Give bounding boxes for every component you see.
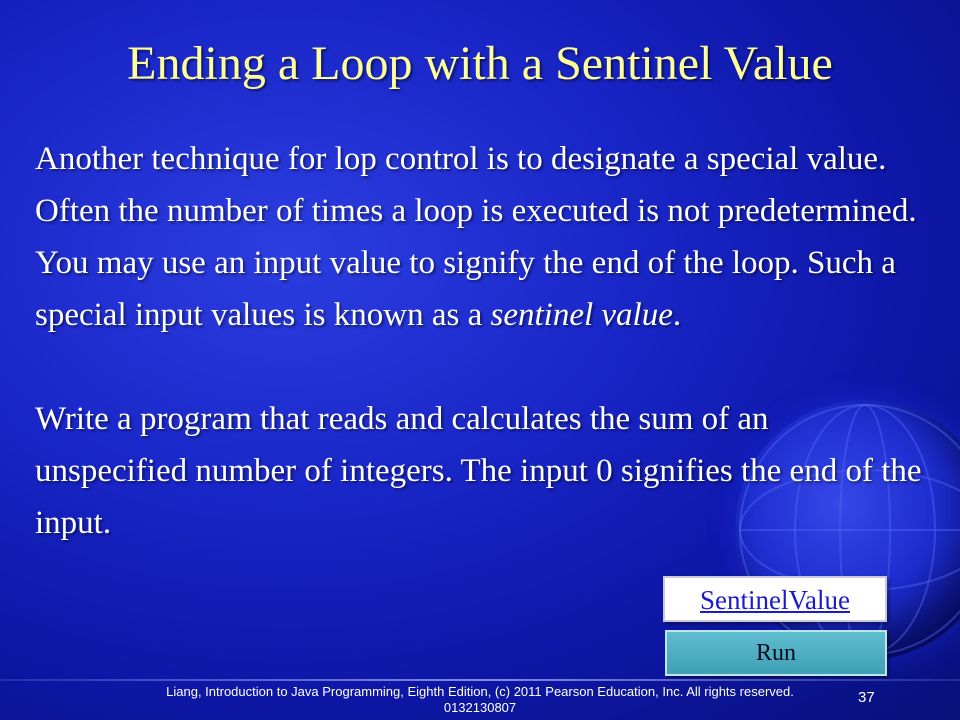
page-number: 37 <box>858 689 875 706</box>
slide-title: Ending a Loop with a Sentinel Value <box>127 37 833 90</box>
run-button[interactable]: Run <box>665 630 887 676</box>
footer-copyright: Liang, Introduction to Java Programming, Eighth Edition, (c) 2011 Pearson Education, Inc. All rights reserved. 0132130807 <box>166 684 794 715</box>
footer-divider <box>0 679 960 681</box>
paragraph-exercise: Write a program that reads and calculates the sum of an unspecified number of integers. The input 0 signifies the end of the input. <box>35 401 922 541</box>
sentinel-value-button[interactable]: SentinelValue <box>663 576 887 622</box>
sentinel-term: sentinel value <box>490 297 673 333</box>
slide-body <box>35 133 925 549</box>
paragraph-sentinel-intro: Another technique for lop control is to designate a special value. Often the number of times a loop is executed is not predetermined. You may use an input value to signify the end of the loop. Such a special input values is known as a sentinel value. <box>35 141 917 333</box>
paragraph-gap <box>35 341 925 393</box>
